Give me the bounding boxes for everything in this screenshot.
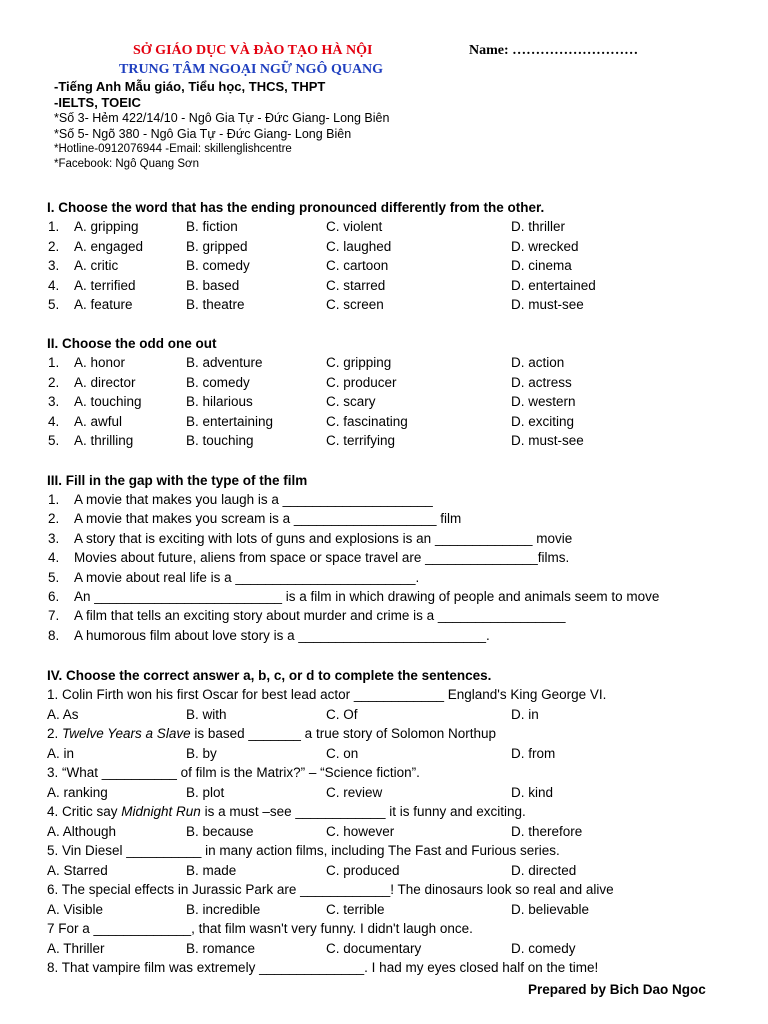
option-c: C. Of (326, 706, 358, 722)
question-text (0, 921, 768, 940)
option-c: C. gripping (326, 355, 392, 370)
option-b: B. adventure (186, 355, 263, 370)
option-c: C. documentary (326, 940, 422, 956)
option-a: A. gripping (74, 219, 139, 234)
item-number: 2. (48, 238, 60, 254)
section-1-row (0, 297, 768, 316)
item-number: 2. (48, 511, 60, 527)
option-a: A. As (47, 706, 79, 722)
section-2-title: II. Choose the odd one out (47, 336, 217, 351)
section-3-title: III. Fill in the gap with the type of the film (47, 473, 308, 488)
question-film-title: Midnight Run (121, 804, 201, 819)
option-d: D. cinema (511, 258, 572, 273)
option-b: B. with (186, 706, 227, 722)
question-text-end: is based _______ a true story of Solomon Northup (190, 726, 497, 741)
option-a: A. critic (74, 258, 119, 273)
author-credit: Prepared by Bich Dao Ngoc (528, 982, 706, 997)
option-d: D. thriller (511, 219, 566, 234)
section-2-row (0, 433, 768, 452)
option-a: A. Thriller (47, 940, 105, 956)
section-2-row (0, 375, 768, 394)
question-sentence: 5. Vin Diesel __________ in many action films, including The Fast and Furious series. (47, 843, 560, 858)
option-c: C. laughed (326, 238, 392, 254)
answer-options-row (0, 902, 768, 921)
option-d: D. exciting (511, 413, 575, 429)
question-text (0, 843, 768, 862)
option-a: A. Visible (47, 901, 104, 917)
item-number: 1. (48, 219, 60, 234)
item-number: 6. (48, 589, 60, 604)
gap-fill-item (0, 531, 768, 550)
section-2-row (0, 394, 768, 413)
address-line-1: *Số 3- Hẻm 422/14/10 - Ngô Gia Tự - Đức Giang- Long Biên (54, 111, 390, 125)
question-film-title: Twelve Years a Slave (62, 726, 191, 741)
option-b: B. touching (186, 433, 254, 448)
answer-options-row (0, 707, 768, 726)
option-c: C. producer (326, 374, 397, 390)
option-d: D. in (511, 706, 539, 722)
answer-options-row (0, 863, 768, 882)
section-4-title: IV. Choose the correct answer a, b, c, or d to complete the sentences. (47, 668, 492, 683)
question-sentence: 3. “What __________ of film is the Matrix?” – “Science fiction”. (47, 765, 420, 780)
option-c: C. on (326, 745, 359, 761)
name-field-label: Name: ……………………… (469, 43, 639, 58)
option-b: B. entertaining (186, 413, 274, 429)
option-a: A. thrilling (74, 433, 134, 448)
gap-fill-item (0, 492, 768, 511)
option-d: D. western (511, 394, 576, 409)
section-1-row (0, 219, 768, 238)
item-number: 1. (48, 355, 60, 370)
option-c: C. screen (326, 297, 384, 312)
option-b: B. comedy (186, 374, 250, 390)
department-title: SỞ GIÁO DỤC VÀ ĐÀO TẠO HÀ NỘI (133, 43, 373, 58)
item-number: 4. (48, 277, 60, 293)
question-sentence: 7 For a _____________, that film wasn't very funny. I didn't laugh once. (47, 921, 473, 936)
option-b: B. romance (186, 940, 256, 956)
item-number: 5. (48, 433, 60, 448)
item-number: 1. (48, 492, 60, 507)
address-line-2: *Số 5- Ngõ 380 - Ngô Gia Tự - Đức Giang- Long Biên (54, 127, 352, 141)
section-1-row (0, 278, 768, 297)
item-number: 3. (48, 394, 60, 409)
section-2-row (0, 414, 768, 433)
gap-fill-item (0, 570, 768, 589)
option-c: C. fascinating (326, 413, 408, 429)
question-text (0, 882, 768, 901)
item-text: A film that tells an exciting story about murder and crime is a _________________ (74, 608, 566, 624)
question-sentence: 1. Colin Firth won his first Oscar for best lead actor ____________ England's King George VI. (47, 687, 607, 702)
option-c: C. terrifying (326, 433, 396, 448)
hotline-email-line: *Hotline-0912076944 -Email: skillenglishcentre (54, 143, 292, 155)
option-d: D. believable (511, 901, 590, 917)
header-courses-line: -Tiếng Anh Mẫu giáo, Tiểu học, THCS, THPT (54, 79, 326, 94)
question-text (0, 726, 768, 745)
item-number: 3. (48, 258, 60, 273)
option-b: B. theatre (186, 297, 245, 312)
option-b: B. because (186, 823, 254, 839)
question-8-text: 8. That vampire film was extremely ______________. I had my eyes closed half on the time! (47, 960, 599, 975)
option-b: B. comedy (186, 258, 250, 273)
section-1-row (0, 258, 768, 277)
answer-options-row (0, 824, 768, 843)
option-b: B. hilarious (186, 394, 253, 409)
answer-options-row (0, 746, 768, 765)
header-exams-line: -IELTS, TOEIC (54, 95, 141, 110)
option-d: D. entertained (511, 277, 596, 293)
option-b: B. based (186, 277, 240, 293)
option-d: D. therefore (511, 823, 583, 839)
option-d: D. kind (511, 784, 554, 800)
option-a: A. ranking (47, 784, 108, 800)
option-a: A. director (74, 374, 136, 390)
item-text: A movie that makes you scream is a ___________________ film (74, 511, 462, 527)
option-c: C. violent (326, 219, 383, 234)
item-text: A movie that makes you laugh is a ____________________ (74, 492, 433, 507)
question-text-start: 4. Critic say (47, 804, 122, 819)
option-c: C. scary (326, 394, 376, 409)
option-c: C. starred (326, 277, 386, 293)
option-c: C. review (326, 784, 383, 800)
item-number: 5. (48, 297, 60, 312)
option-d: D. wrecked (511, 238, 579, 254)
option-a: A. terrified (74, 277, 136, 293)
item-text: A story that is exciting with lots of guns and explosions is an _____________ movie (74, 530, 573, 546)
option-a: A. awful (74, 413, 123, 429)
item-text: An _________________________ is a film in which drawing of people and animals seem to move (74, 589, 660, 604)
question-text-end: is a must –see ____________ it is funny and exciting. (200, 804, 526, 819)
question-text-start: 2. (47, 726, 63, 741)
question-sentence (47, 804, 526, 819)
option-d: D. action (511, 355, 565, 370)
question-text (0, 804, 768, 823)
gap-fill-item (0, 608, 768, 627)
option-c: C. cartoon (326, 258, 389, 273)
gap-fill-item (0, 511, 768, 530)
option-a: A. touching (74, 394, 142, 409)
option-c: C. however (326, 823, 395, 839)
option-a: A. Although (47, 823, 117, 839)
question-sentence (47, 726, 496, 741)
option-d: D. must-see (511, 433, 584, 448)
item-text: Movies about future, aliens from space or space travel are _______________films. (74, 550, 570, 566)
item-number: 5. (48, 569, 60, 585)
section-1-title: I. Choose the word that has the ending pronounced differently from the other. (47, 200, 545, 215)
option-b: B. gripped (186, 238, 248, 254)
option-a: A. honor (74, 355, 126, 370)
answer-options-row (0, 785, 768, 804)
option-a: A. in (47, 745, 75, 761)
item-text: A movie about real life is a ________________________. (74, 569, 420, 585)
option-b: B. incredible (186, 901, 261, 917)
question-text (0, 687, 768, 706)
option-a: A. engaged (74, 238, 144, 254)
item-number: 7. (48, 608, 60, 624)
gap-fill-item (0, 589, 768, 608)
option-a: A. Starred (47, 862, 108, 878)
item-number: 2. (48, 374, 60, 390)
option-a: A. feature (74, 297, 133, 312)
question-sentence: 6. The special effects in Jurassic Park are ____________! The dinosaurs look so real and alive (47, 882, 614, 897)
option-d: D. must-see (511, 297, 584, 312)
option-d: D. comedy (511, 940, 576, 956)
option-d: D. directed (511, 862, 577, 878)
option-b: B. by (186, 745, 217, 761)
section-2-row (0, 355, 768, 374)
item-number: 3. (48, 530, 60, 546)
center-title: TRUNG TÂM NGOẠI NGỮ NGÔ QUANG (119, 62, 384, 77)
item-number: 8. (48, 627, 60, 643)
option-c: C. produced (326, 862, 400, 878)
gap-fill-item (0, 550, 768, 569)
option-d: D. from (511, 745, 556, 761)
item-text: A humorous film about love story is a _________________________. (74, 627, 490, 643)
option-b: B. made (186, 862, 237, 878)
item-number: 4. (48, 550, 60, 566)
option-c: C. terrible (326, 901, 385, 917)
option-d: D. actress (511, 374, 572, 390)
question-text (0, 765, 768, 784)
item-number: 4. (48, 413, 60, 429)
option-b: B. plot (186, 784, 225, 800)
facebook-line: *Facebook: Ngô Quang Sơn (54, 158, 199, 170)
answer-options-row (0, 941, 768, 960)
gap-fill-item (0, 628, 768, 647)
section-1-row (0, 239, 768, 258)
option-b: B. fiction (186, 219, 238, 234)
